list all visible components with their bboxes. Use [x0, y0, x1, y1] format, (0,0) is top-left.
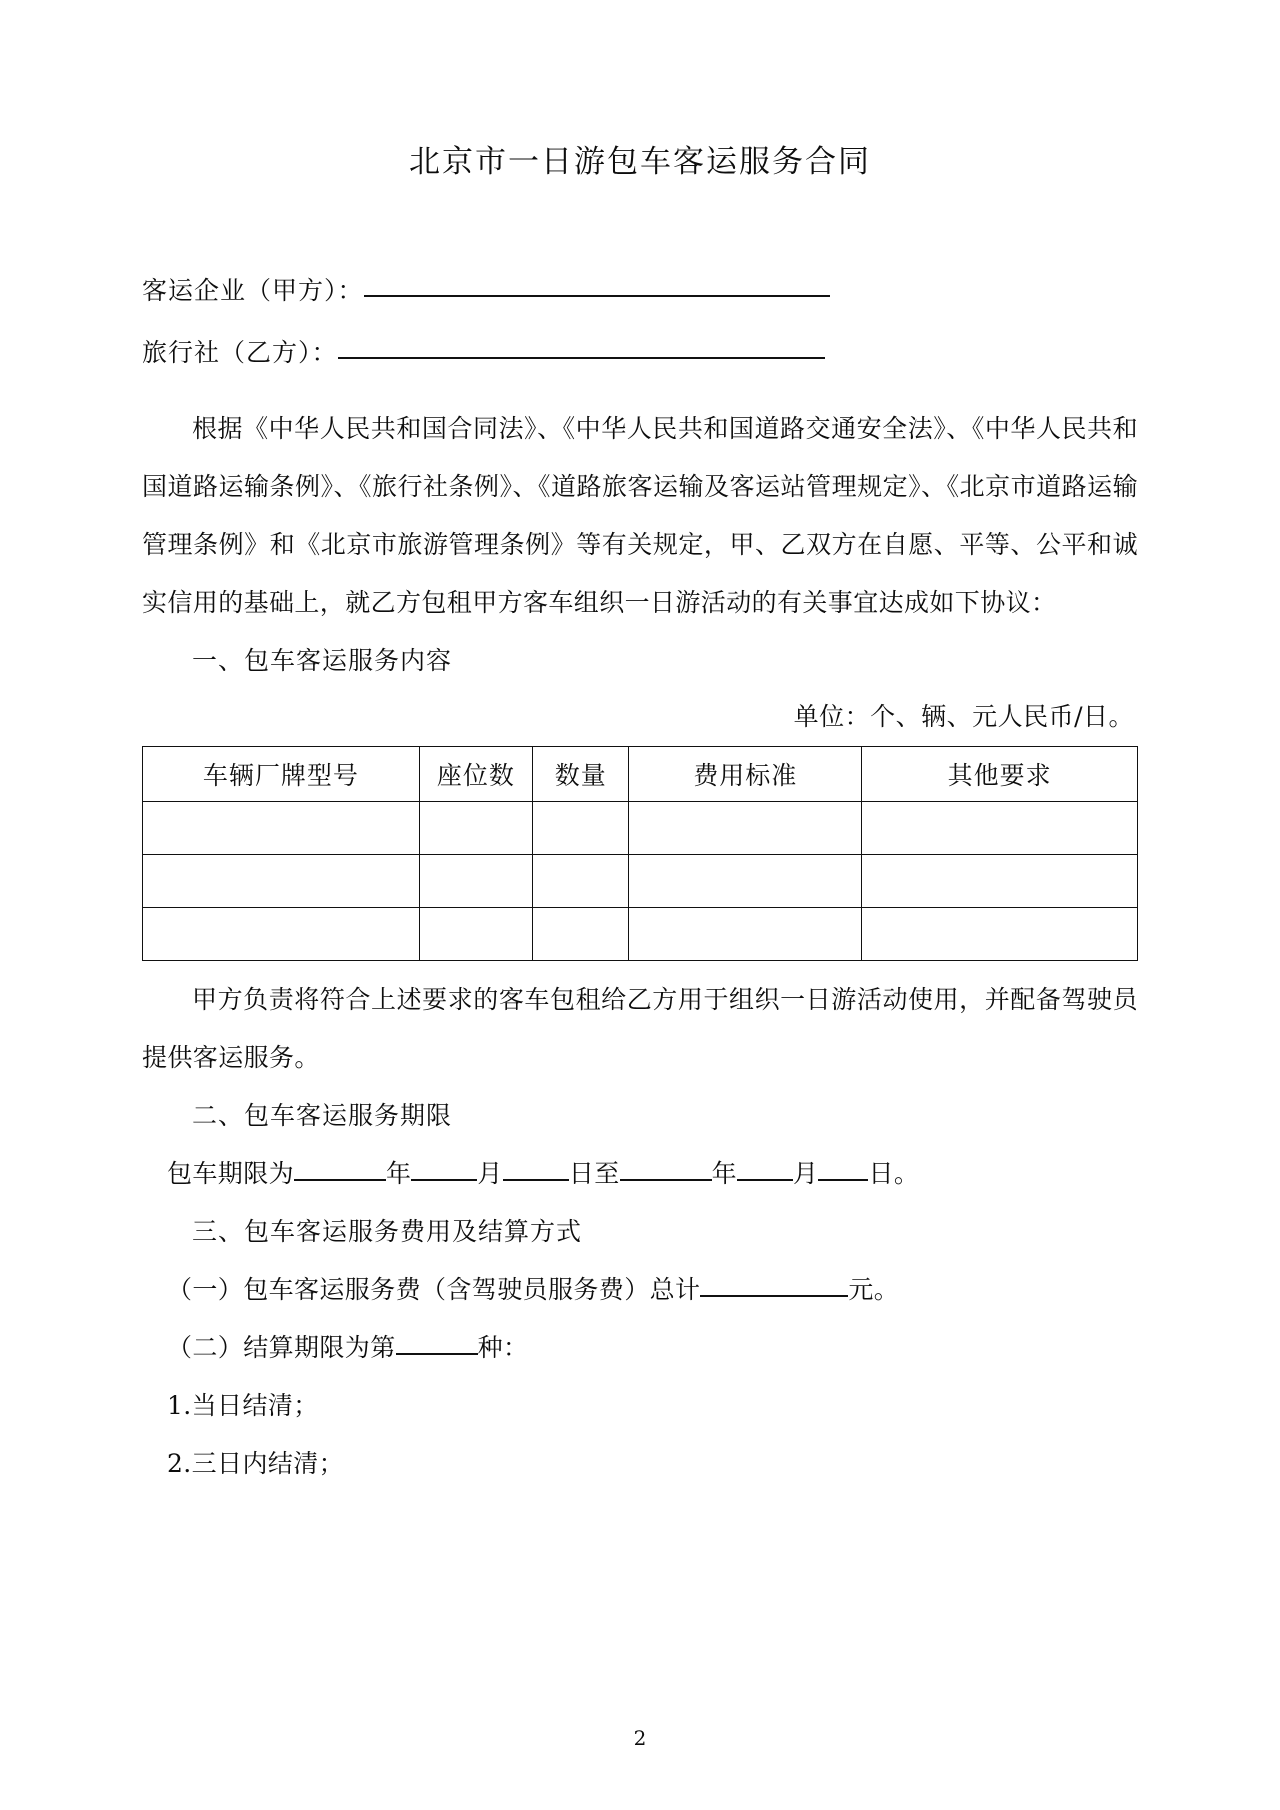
- table-header-model: 车辆厂牌型号: [143, 747, 420, 802]
- charter-period-to-label: 至: [594, 1159, 620, 1189]
- charter-start-month-label: 月: [477, 1159, 503, 1189]
- charter-period-prefix: 包车期限为: [167, 1159, 295, 1189]
- carrier-party-blank[interactable]: [364, 295, 830, 297]
- table-header-seats: 座位数: [419, 747, 533, 802]
- table-header-quantity: 数量: [533, 747, 629, 802]
- table-cell-seats[interactable]: [419, 908, 533, 961]
- charter-start-year-blank[interactable]: [294, 1179, 386, 1181]
- page-title: 北京市一日游包车客运服务合同: [409, 144, 871, 180]
- table-cell-other[interactable]: [862, 908, 1138, 961]
- table-row: [143, 802, 1138, 855]
- table-cell-quantity[interactable]: [533, 908, 629, 961]
- charter-end-day-blank[interactable]: [818, 1179, 868, 1181]
- table-cell-quantity[interactable]: [533, 855, 629, 908]
- page-number: 2: [633, 1726, 647, 1750]
- carrier-party-label: 客运企业（甲方）：: [142, 276, 364, 306]
- total-fee-line: [142, 1261, 1138, 1319]
- table-cell-other[interactable]: [862, 802, 1138, 855]
- carrier-party-line: [142, 260, 1138, 322]
- vehicle-spec-table: [142, 746, 1138, 961]
- total-fee-prefix: （一）包车客运服务费（含驾驶员服务费）总计: [167, 1275, 701, 1305]
- charter-period-line: [142, 1145, 1138, 1203]
- charter-start-year-label: 年: [386, 1159, 412, 1189]
- table-header-other: 其他要求: [862, 747, 1138, 802]
- section-one-heading: 一、包车客运服务内容: [192, 646, 453, 676]
- settlement-period-suffix: 种：: [477, 1333, 529, 1363]
- charter-end-year-label: 年: [711, 1159, 738, 1189]
- table-cell-fee[interactable]: [629, 802, 862, 855]
- section-two-heading: 二、包车客运服务期限: [192, 1101, 453, 1131]
- table-cell-model[interactable]: [143, 802, 420, 855]
- table-row: [143, 855, 1138, 908]
- table-unit-note: 单位：个、辆、元人民币/日。: [793, 702, 1134, 732]
- charter-end-month-label: 月: [793, 1159, 819, 1189]
- table-cell-other[interactable]: [862, 855, 1138, 908]
- charter-end-year-blank[interactable]: [620, 1179, 712, 1181]
- agency-party-label: 旅行社（乙方）：: [142, 338, 338, 368]
- charter-start-day-blank[interactable]: [503, 1179, 569, 1181]
- table-cell-quantity[interactable]: [533, 802, 629, 855]
- table-header-row: [143, 747, 1138, 802]
- settlement-period-line: [142, 1319, 1138, 1377]
- table-header-fee: 费用标准: [629, 747, 862, 802]
- charter-start-day-label: 日: [568, 1159, 595, 1189]
- agency-party-blank[interactable]: [338, 357, 825, 359]
- settlement-period-prefix: （二）结算期限为第: [167, 1333, 396, 1363]
- parties-block: [142, 260, 1138, 384]
- table-cell-model[interactable]: [143, 908, 420, 961]
- agency-party-line: [142, 322, 1138, 384]
- charter-end-day-label: 日。: [868, 1159, 920, 1189]
- total-fee-suffix: 元。: [848, 1275, 900, 1305]
- section-three-heading: 三、包车客运服务费用及结算方式: [192, 1217, 583, 1247]
- table-cell-seats[interactable]: [419, 802, 533, 855]
- table-cell-seats[interactable]: [419, 855, 533, 908]
- settlement-option-2: 2.三日内结清；: [167, 1449, 345, 1479]
- table-row: [143, 908, 1138, 961]
- charter-end-month-blank[interactable]: [737, 1179, 793, 1181]
- table-cell-fee[interactable]: [629, 908, 862, 961]
- preamble-paragraph: 根据《中华人民共和国合同法》、《中华人民共和国道路交通安全法》、《中华人民共和国道路运输条例》、《旅行社条例》、《道路旅客运输及客运站管理规定》、《北京市道路运输管理条例》和《北京市旅游管理条例》等有关规定，甲、乙双方在自愿、平等、公平和诚实信用的基础上，就乙方包租甲方客车组织一日游活动的有关事宜达成如下协议：: [142, 414, 1138, 618]
- after-table-paragraph: 甲方负责将符合上述要求的客车包租给乙方用于组织一日游活动使用，并配备驾驶员提供客运服务。: [142, 985, 1138, 1073]
- settlement-option-1: 1.当日结清；: [167, 1391, 319, 1421]
- settlement-option-blank[interactable]: [396, 1353, 478, 1355]
- table-cell-fee[interactable]: [629, 855, 862, 908]
- table-cell-model[interactable]: [143, 855, 420, 908]
- total-fee-blank[interactable]: [700, 1295, 848, 1297]
- charter-start-month-blank[interactable]: [411, 1179, 477, 1181]
